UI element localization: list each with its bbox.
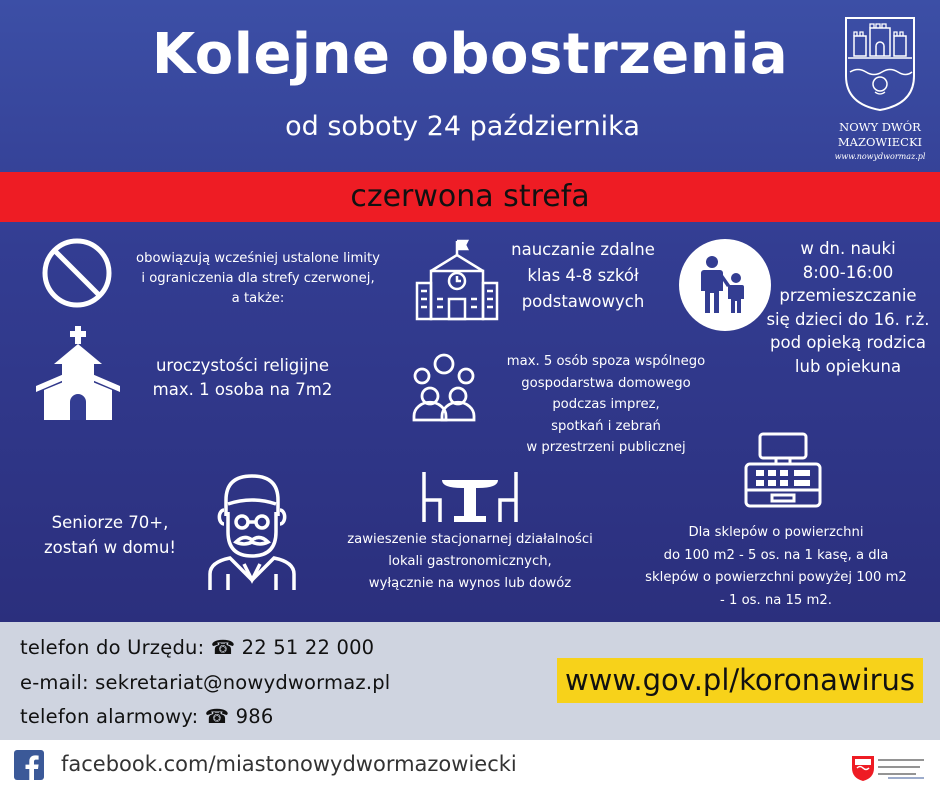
- limits-line: obowiązują wcześniej ustalone limity: [136, 251, 380, 266]
- crest-url: www.nowydwormaz.pl: [834, 152, 926, 161]
- school-line: klas 4-8 szkół: [527, 266, 639, 285]
- crest-name-line2: MAZOWIECKI: [837, 135, 923, 149]
- religion-line: max. 1 osoba na 7m2: [152, 380, 333, 399]
- children-text: [758, 237, 938, 378]
- gov-link[interactable]: www.gov.pl/koronawirus: [557, 658, 923, 703]
- seniors-text: [20, 510, 200, 560]
- shops-line: - 1 os. na 15 m2.: [720, 592, 832, 608]
- children-line: się dzieci do 16. r.ż.: [766, 309, 930, 329]
- limits-text: [118, 249, 398, 309]
- seniors-line: Seniorze 70+,: [51, 513, 169, 532]
- city-crest: [834, 14, 926, 161]
- school-line: nauczanie zdalne: [511, 240, 655, 259]
- alarm-phone-text: telefon alarmowy: ☎ 986: [20, 705, 274, 728]
- gastro-line: zawieszenie stacjonarnej działalności: [347, 532, 593, 547]
- children-line: w dn. nauki: [800, 239, 896, 258]
- school-line: podstawowych: [521, 292, 645, 311]
- facebook-link[interactable]: facebook.com/miastonowydwormazowiecki: [61, 752, 517, 776]
- children-line: przemieszczanie: [779, 286, 917, 305]
- limits-line: a także:: [231, 291, 285, 306]
- gastro-line: wyłącznie na wynos lub dowóz: [368, 576, 572, 591]
- gatherings-line: w przestrzeni publicznej: [526, 440, 686, 455]
- page-title: Kolejne obostrzenia: [151, 22, 789, 87]
- children-line: lub opiekuna: [794, 356, 902, 376]
- gastro-text: [320, 529, 620, 595]
- ban-icon: [40, 236, 114, 310]
- gatherings-line: max. 5 osób spoza wspólnego: [506, 354, 706, 369]
- red-zone-band: [0, 172, 940, 222]
- cash-register-icon: [742, 430, 824, 510]
- crest-name-line1: NOWY DWÓR: [839, 120, 921, 134]
- email-text: e-mail: sekretariat@nowydwormaz.pl: [20, 671, 391, 694]
- gatherings-text: [482, 351, 730, 459]
- school-text: [505, 237, 661, 315]
- limits-line: i ograniczenia dla strefy czerwonej,: [141, 271, 375, 286]
- city-logo-icon: [848, 750, 928, 784]
- gatherings-line: spotkań i zebrań: [551, 418, 661, 434]
- children-line: 8:00-16:00: [802, 262, 894, 282]
- church-icon: [30, 324, 126, 424]
- children-line: pod opieką rodzica: [770, 333, 926, 352]
- religion-text: [140, 354, 345, 402]
- seniors-line: zostań w domu!: [43, 538, 177, 557]
- table-chairs-icon: [418, 470, 522, 526]
- phone-text: telefon do Urzędu: ☎ 22 51 22 000: [20, 636, 375, 659]
- crest-icon: [842, 14, 918, 112]
- shops-text: [616, 522, 936, 612]
- gatherings-line: gospodarstwa domowego: [521, 375, 691, 391]
- shops-line: sklepów o powierzchni powyżej 100 m2: [645, 570, 907, 585]
- gastro-line: lokali gastronomicznych,: [388, 554, 552, 569]
- school-icon: [413, 237, 501, 323]
- page-subtitle: od soboty 24 października: [285, 111, 640, 142]
- group-icon: [408, 352, 480, 422]
- red-zone-label: czerwona strefa: [350, 179, 590, 214]
- shops-line: do 100 m2 - 5 os. na 1 kasę, a dla: [663, 547, 889, 563]
- senior-man-icon: [204, 470, 300, 592]
- facebook-icon[interactable]: [14, 750, 44, 780]
- religion-line: uroczystości religijne: [155, 356, 330, 375]
- gatherings-line: podczas imprez,: [552, 397, 660, 412]
- shops-line: Dla sklepów o powierzchni: [688, 525, 864, 540]
